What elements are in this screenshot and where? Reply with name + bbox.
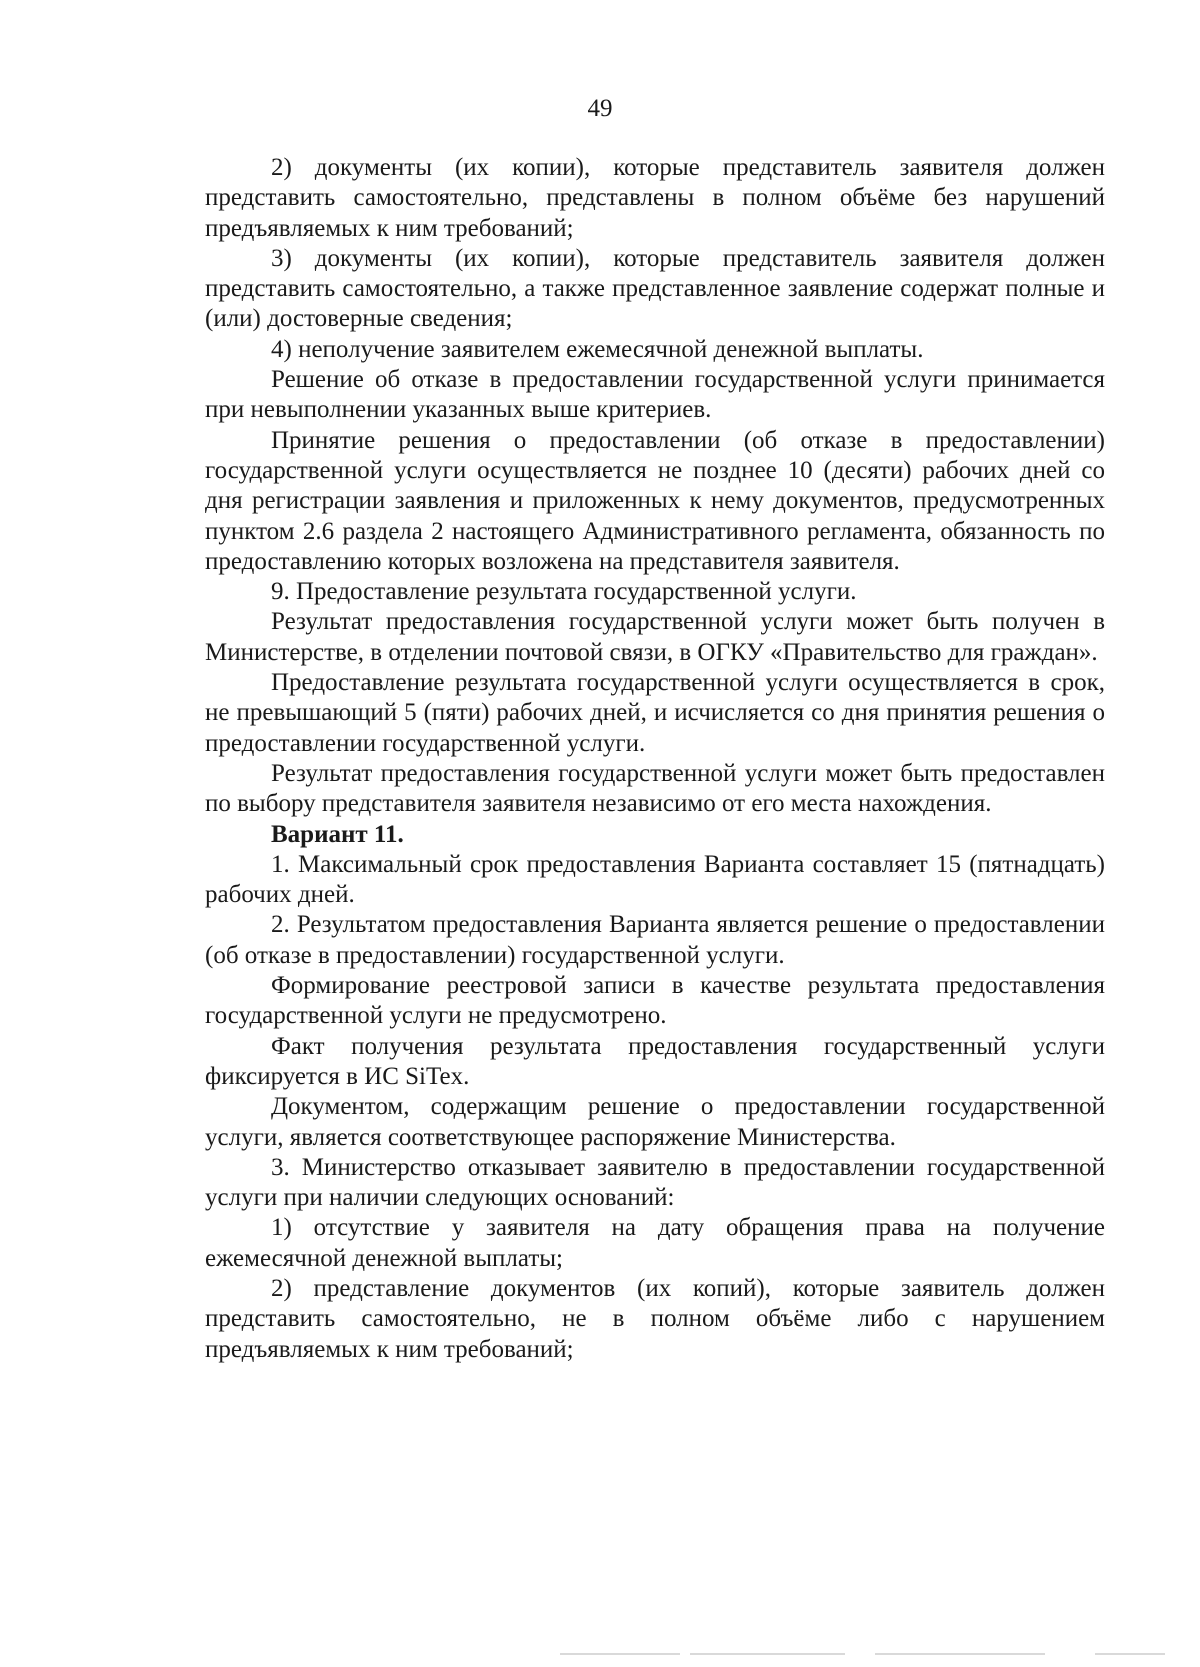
scan-artifact-line-left	[560, 1653, 680, 1655]
page-number: 49	[587, 95, 613, 122]
paragraph-decision-document: Документом, содержащим решение о предоставлении государственной услуги, является соответствующее распоряжение Министерства.	[205, 1093, 1105, 1151]
paragraph-refusal-decision: Решение об отказе в предоставлении государственной услуги принимается при невыполнении указанных выше критериев.	[205, 366, 1105, 424]
paragraph-decision-deadline: Принятие решения о предоставлении (об отказе в предоставлении) государственной услуги осуществляется не позднее 10 (десяти) рабочих дней со дня регистрации заявления и приложенных к нему документов, предусмотренных пунктом 2.6 раздела 2 настоящего Административного регламента, обязанность по предоставлению которых возложена на представителя заявителя.	[205, 426, 1105, 575]
paragraph-item-2-documents-complete: 2) документы (их копии), которые представитель заявителя должен представить самостоятельно, представлены в полном объёме без нарушений предъявляемых к ним требований;	[205, 154, 1105, 242]
paragraph-registry-record: Формирование реестровой записи в качестве результата предоставления государственной услуги не предусмотрено.	[205, 972, 1105, 1030]
paragraph-result-receipt-places: Результат предоставления государственной услуги может быть получен в Министерстве, в отделении почтовой связи, в ОГКУ «Правительство для граждан».	[205, 608, 1105, 666]
paragraph-max-term: 1. Максимальный срок предоставления Варианта составляет 15 (пятнадцать) рабочих дней.	[205, 850, 1105, 909]
section-9-title: 9. Предоставление результата государственной услуги.	[271, 578, 857, 606]
paragraph-refusal-grounds: 3. Министерство отказывает заявителю в предоставлении государственной услуги при наличии следующих оснований:	[205, 1153, 1105, 1212]
paragraph-result-fixation: Факт получения результата предоставления государственный услуги фиксируется в ИС SiTex.	[205, 1032, 1105, 1090]
paragraph-result-location-independent: Результат предоставления государственной услуги может быть предоставлен по выбору представителя заявителя независимо от его места нахождения.	[205, 759, 1105, 818]
paragraph-variant-result: 2. Результатом предоставления Варианта является решение о предоставлении (об отказе в предоставлении) государственной услуги.	[205, 911, 1105, 969]
document-body	[205, 153, 1105, 1365]
paragraph-item-4-no-monthly-payment: 4) неполучение заявителем ежемесячной денежной выплаты.	[271, 335, 924, 363]
scan-artifact-line-right	[875, 1653, 1045, 1655]
scan-artifact-line-edge	[1095, 1653, 1165, 1655]
paragraph-item-3-documents-reliable: 3) документы (их копии), которые представитель заявителя должен представить самостоятельно, а также представленное заявление содержат полные и (или) достоверные сведения;	[205, 244, 1105, 333]
scan-artifact-line-center	[690, 1653, 845, 1655]
paragraph-ground-2-incomplete-documents: 2) представление документов (их копий), которые заявитель должен представить самостоятельно, не в полном объёме либо с нарушением предъявляемых к ним требований;	[205, 1274, 1105, 1363]
variant-11-heading: Вариант 11.	[271, 820, 404, 848]
paragraph-result-term: Предоставление результата государственной услуги осуществляется в срок, не превышающий 5 (пяти) рабочих дней, и исчисляется со дня принятия решения о предоставлении государственной услуги.	[205, 669, 1105, 757]
paragraph-ground-1-no-right: 1) отсутствие у заявителя на дату обращения права на получение ежемесячной денежной выплаты;	[205, 1214, 1105, 1272]
